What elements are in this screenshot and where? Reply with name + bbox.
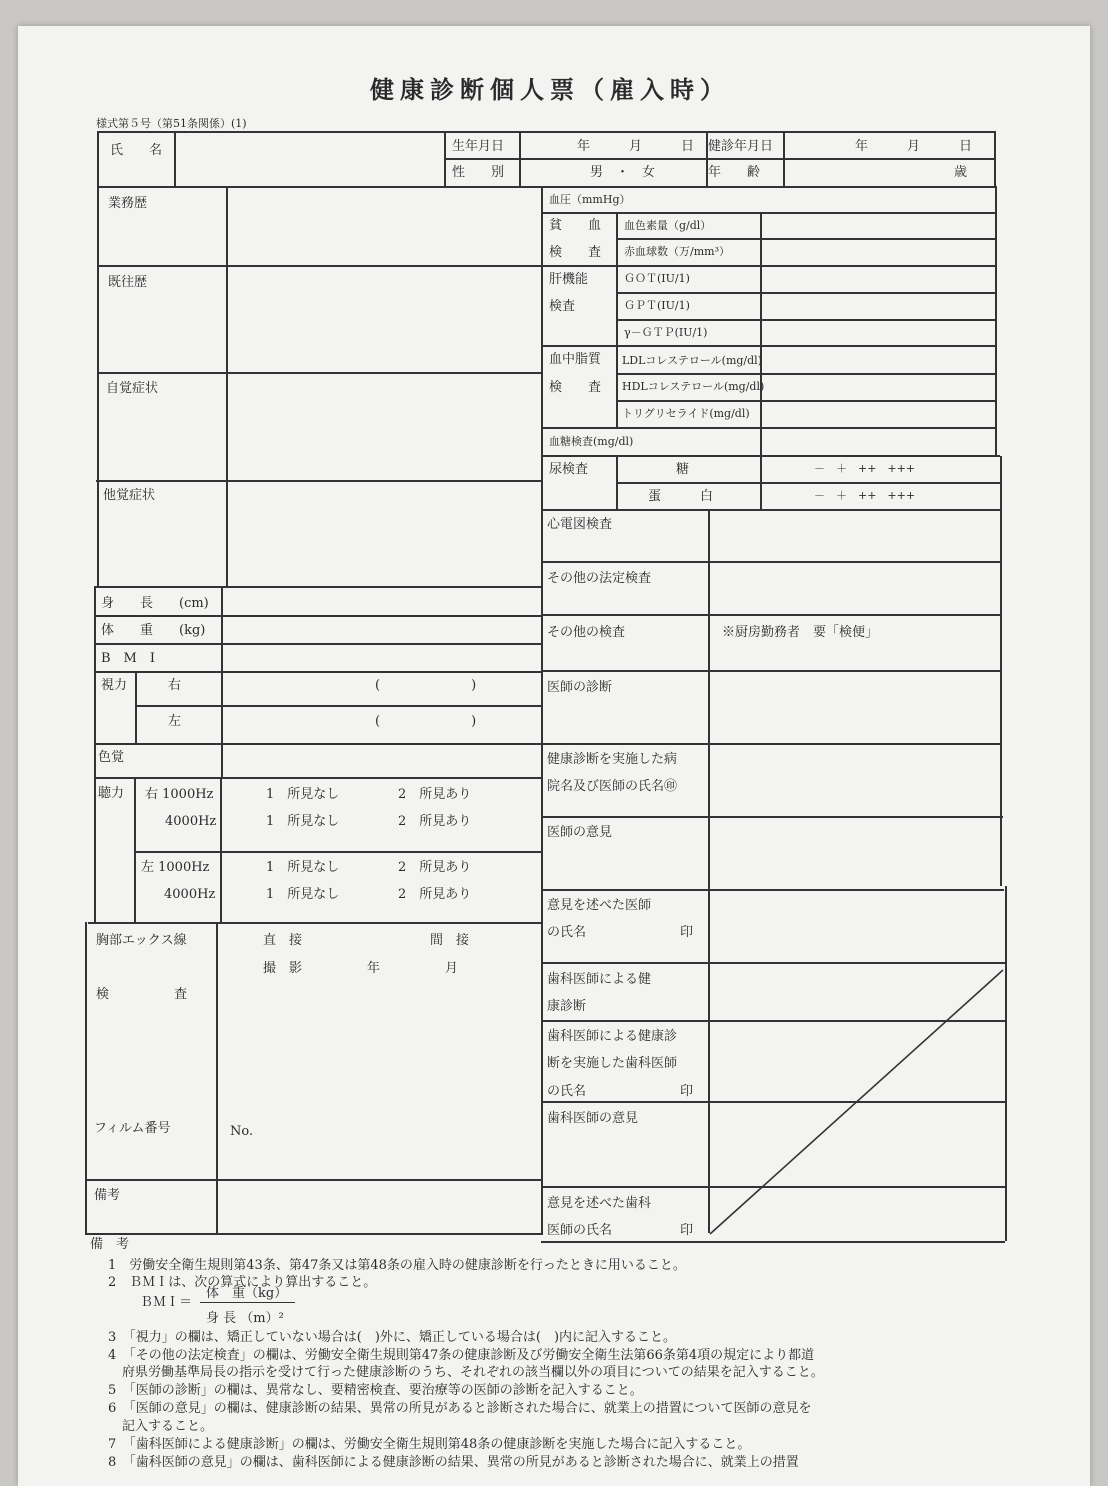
objective-label: 他覚症状 bbox=[103, 488, 156, 503]
kitchen-note: ※厨房勤務者 要「検便」 bbox=[722, 625, 879, 640]
note-2: 2 ＢＭＩは、次の算式により算出すること。 bbox=[108, 1275, 377, 1290]
vision-label: 視力 bbox=[101, 678, 128, 693]
urine-protein-scale: － ＋ ++ +++ bbox=[814, 489, 916, 502]
r4000-yes: 2 所見あり bbox=[398, 814, 472, 829]
bmi-formula-denominator: 身 長 （m）² bbox=[206, 1311, 284, 1326]
urine-sugar-label: 糖 bbox=[676, 462, 690, 477]
lipid-label-2: 検 査 bbox=[549, 380, 602, 395]
opinion-doctor-label-2: の氏名 bbox=[547, 925, 587, 940]
film-number-label: フィルム番号 bbox=[94, 1121, 171, 1136]
hearing-right-4000: 4000Hz bbox=[165, 814, 217, 829]
ldl-label: LDLコレステロール(mg/dl) bbox=[622, 354, 762, 367]
bmi-label: B M I bbox=[101, 651, 155, 666]
hospital-label: 健康診断を実施した病 bbox=[547, 752, 678, 767]
glucose-label: 血糖検査(mg/dl) bbox=[549, 435, 634, 448]
note-7: 7 「歯科医師による健康診断」の欄は、労働安全衛生規則第48条の健康診断を実施した場合に記入すること。 bbox=[108, 1437, 751, 1452]
other-legal-label: その他の法定検査 bbox=[547, 571, 652, 586]
hdl-label: HDLコレステロール(mg/dl) bbox=[622, 380, 765, 393]
color-vision-label: 色覚 bbox=[98, 750, 125, 765]
past-history-label: 既往歴 bbox=[108, 275, 148, 290]
bmi-formula-left: ＢＭＩ＝ bbox=[140, 1295, 193, 1310]
bp-label: 血圧（mmHg） bbox=[549, 193, 631, 206]
diagonal-strike bbox=[700, 962, 1010, 1242]
dental-opinion-label: 歯科医師の意見 bbox=[547, 1111, 639, 1126]
note-3: 3 「視力」の欄は、矯正していない場合は( )外に、矯正している場合は( )内に記入すること。 bbox=[108, 1330, 677, 1345]
xray-shot-date: 撮 影 年 月 bbox=[263, 961, 459, 976]
dental-doctor-label-2: 断を実施した歯科医師 bbox=[547, 1056, 678, 1071]
urine-protein-label: 蛋 白 bbox=[648, 489, 714, 504]
l1000-none: 1 所見なし bbox=[266, 860, 340, 875]
dental-label-2: 康診断 bbox=[547, 999, 587, 1014]
sex-label: 性 別 bbox=[452, 165, 505, 180]
subjective-label: 自覚症状 bbox=[106, 381, 159, 396]
sex-value: 男 ・ 女 bbox=[590, 165, 656, 180]
form-number: 様式第５号（第51条関係）(1) bbox=[96, 117, 247, 130]
exam-date-value: 年 月 日 bbox=[855, 139, 973, 154]
dental-doctor-label-3: の氏名 bbox=[547, 1084, 587, 1099]
form-title: 健康診断個人票（雇入時） bbox=[370, 75, 730, 104]
r4000-none: 1 所見なし bbox=[266, 814, 340, 829]
note-4: 4 「その他の法定検査」の欄は、労働安全衛生規則第47条の健康診断及び労働安全衛生法第66条第4項の規定により都道 bbox=[108, 1348, 815, 1363]
xray-direct: 直 接 bbox=[263, 933, 303, 948]
dental-doctor-seal: 印 bbox=[680, 1084, 694, 1099]
l4000-yes: 2 所見あり bbox=[398, 887, 472, 902]
film-number-no: No. bbox=[230, 1124, 254, 1139]
opinion-doctor-label: 意見を述べた医師 bbox=[547, 898, 652, 913]
rbc-label: 赤血球数（万/mm³） bbox=[624, 245, 730, 258]
dental-doctor-label: 歯科医師による健康診 bbox=[547, 1029, 678, 1044]
vision-right-label: 右 bbox=[168, 678, 182, 693]
dental-opinion-doctor-seal: 印 bbox=[680, 1223, 694, 1238]
lipid-label: 血中脂質 bbox=[549, 352, 602, 367]
r1000-none: 1 所見なし bbox=[266, 787, 340, 802]
ecg-label: 心電図検査 bbox=[547, 517, 613, 532]
urine-label: 尿検査 bbox=[549, 462, 589, 477]
height-label: 身 長 (cm) bbox=[101, 596, 209, 611]
bmi-formula-numerator: 体 重（kg） bbox=[206, 1286, 288, 1301]
hb-label: 血色素量（g/dl） bbox=[624, 219, 712, 232]
age-label: 年 齢 bbox=[708, 165, 761, 180]
hearing-label: 聴力 bbox=[98, 786, 125, 801]
note-8: 8 「歯科医師の意見」の欄は、歯科医師による健康診断の結果、異常の所見があると診断された場合に、就業上の措置 bbox=[108, 1455, 799, 1470]
ggt-label: γ－ＧＴＰ(IU/1) bbox=[624, 326, 708, 339]
xray-label-2: 検 査 bbox=[96, 987, 188, 1002]
age-unit: 歳 bbox=[954, 165, 968, 180]
anemia-label: 貧 血 bbox=[549, 218, 602, 233]
remarks-label: 備考 bbox=[94, 1188, 121, 1203]
other-tests-label: その他の検査 bbox=[547, 625, 626, 640]
got-label: ＧＯＴ(IU/1) bbox=[624, 272, 690, 285]
vision-right-paren: ( ) bbox=[375, 678, 477, 693]
dental-opinion-doctor-label-2: 医師の氏名 bbox=[547, 1223, 613, 1238]
birth-value: 年 月 日 bbox=[577, 139, 695, 154]
birth-label: 生年月日 bbox=[452, 139, 505, 154]
vision-left-label: 左 bbox=[168, 714, 182, 729]
tg-label: トリグリセライド(mg/dl) bbox=[622, 407, 750, 420]
xray-indirect: 間 接 bbox=[430, 933, 470, 948]
vision-left-paren: ( ) bbox=[375, 714, 477, 729]
dental-opinion-doctor-label: 意見を述べた歯科 bbox=[547, 1196, 652, 1211]
hearing-left-4000: 4000Hz bbox=[164, 887, 216, 902]
note-6-cont: 記入すること。 bbox=[122, 1419, 214, 1434]
r1000-yes: 2 所見あり bbox=[398, 787, 472, 802]
exam-date-label: 健診年月日 bbox=[708, 139, 774, 154]
hearing-left-1000: 左 1000Hz bbox=[141, 860, 210, 875]
l4000-none: 1 所見なし bbox=[266, 887, 340, 902]
note-1: 1 労働安全衛生規則第43条、第47条又は第48条の雇入時の健康診断を行ったときに用いること。 bbox=[108, 1258, 686, 1273]
weight-label: 体 重 (kg) bbox=[101, 623, 206, 638]
note-4-cont: 府県労働基準局長の指示を受けて行った健康診断のうち、それぞれの該当欄以外の項目についての結果を記入すること。 bbox=[122, 1365, 824, 1380]
work-history-label: 業務歴 bbox=[108, 196, 148, 211]
xray-label: 胸部エックス線 bbox=[96, 933, 187, 948]
notes-title: 備 考 bbox=[90, 1237, 130, 1252]
diagnosis-label: 医師の診断 bbox=[547, 680, 613, 695]
note-5: 5 「医師の診断」の欄は、異常なし、要精密検査、要治療等の医師の診断を記入すること。 bbox=[108, 1383, 643, 1398]
liver-label: 肝機能 bbox=[549, 272, 589, 287]
liver-label-2: 検査 bbox=[549, 299, 576, 314]
hospital-label-2: 院名及び医師の氏名㊞ bbox=[547, 779, 678, 794]
anemia-label-2: 検 査 bbox=[549, 245, 602, 260]
note-6: 6 「医師の意見」の欄は、健康診断の結果、異常の所見があると診断された場合に、就業上の措置について医師の意見を bbox=[108, 1401, 812, 1416]
urine-sugar-scale: － ＋ ++ +++ bbox=[814, 462, 916, 475]
opinion-doctor-seal: 印 bbox=[680, 925, 694, 940]
l1000-yes: 2 所見あり bbox=[398, 860, 472, 875]
hearing-right-1000: 右 1000Hz bbox=[145, 787, 214, 802]
gpt-label: ＧＰＴ(IU/1) bbox=[624, 299, 690, 312]
opinion-label: 医師の意見 bbox=[547, 825, 613, 840]
name-label: 氏 名 bbox=[110, 143, 163, 158]
dental-label: 歯科医師による健 bbox=[547, 972, 652, 987]
